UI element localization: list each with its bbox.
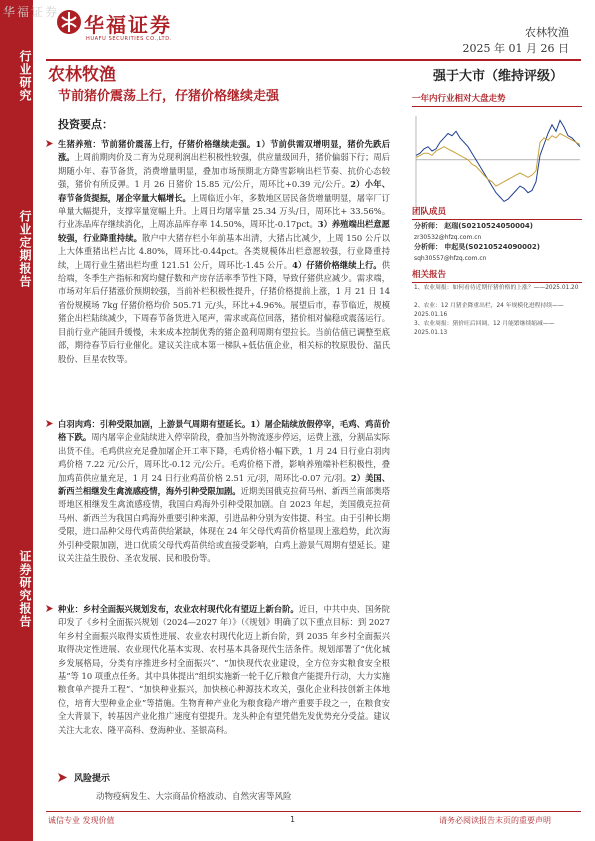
risk-text: 动物疫病发生、大宗商品价格波动、自然灾害等风险 xyxy=(96,792,292,802)
report-category: 农林牧渔 xyxy=(48,65,116,85)
analyst-2 xyxy=(414,242,582,264)
paragraph-pig-text: 上周前期肉价及二育为兑现利润出栏积极性较强，供应量级回升，猪价偏弱下行；周后期随小年、春节备货，消费增量明显，叠加市场预期北方降雪影响出栏节奏、抗价心态较强，猪价有所反弹。1 月 26 日猪价 15.85 元/公斤，周环比+0.39 元/公斤。 xyxy=(58,152,390,190)
team-section-title: 团队成员 xyxy=(412,205,582,220)
report-title: 节前猪价震荡上行，仔猪价格继续走强 xyxy=(58,89,280,104)
paragraph-seed xyxy=(58,603,390,737)
industry-rating: 强于大市（维持评级） xyxy=(432,69,563,84)
paragraph-pig-text-2: 上周临近小年，多数地区居民备货增量明显，屠宰厂订单量大幅提升，支撑宰量宽幅上升。上周日均屠宰量 25.34 万头/日，周环比+ 33.56%。行业冻品库存继续消化，上周冻品库存率 14.50%，周环比-0.17pct。 xyxy=(58,192,390,230)
watermark: 华福证券 xyxy=(3,5,60,19)
related-report-2[interactable]: 2、农业：12 月猪企降重出栏，24 年规模化进程持续——2025.01.16 xyxy=(414,303,564,318)
analyst-1-name: 赵瑞 xyxy=(444,222,459,230)
relative-performance-chart xyxy=(412,112,582,212)
paragraph-pig-lead-4: 4）仔猪价格继续上行。 xyxy=(292,259,382,270)
paragraph-seed-text: 近日，中共中央、国务院印发了《乡村全面振兴规划（2024—2027 年）》（《规划》明确了以下重点目标：到 2027 年乡村全面振兴取得实质性进展、农业农村现代化迈上新台阶，到 2035 年乡村全面振兴取得决定性进展、农业现代化基本实现、农村基本具备现代生活条件。规划部署了“优化城乡发展格局，分类有序推进乡村全面振兴”、“加快现代农业建设，全方位夯实粮食安全根基”等 10 项重点任务。其中具体提出“组织实施新一轮千亿斤粮食产能提升行动，大力实施粮食单产提升工程”、“加快种业振兴，加快核心种源技术攻关，强化企业科技创新主体地位，培育大型种业企业”等措施。生物育种产业化为粮食稳产增产重要手段之一，在粮食安全大背景下，转基因产业化推广速度有望提升。龙头种企有望凭借先发优势充分受益。建议关注大北农、隆平高科、登海种业、荃银高科。 xyxy=(58,604,390,735)
arrow-bullet-icon xyxy=(46,140,53,147)
header-date: 2025 年 01 月 26 日 xyxy=(462,42,569,55)
chart-series-line-1 xyxy=(416,120,580,201)
paragraph-pig-lead-3: 3）养殖端出栏意愿较强，行业降重持续。 xyxy=(58,219,390,243)
analyst-2-license: (S0210524090002) xyxy=(465,243,540,251)
analyst-1-email[interactable]: zr30532@hfzq.com.cn xyxy=(414,234,482,241)
paragraph-seed-lead: 种业：乡村全面振兴规划发布，农业农村现代化有望迈上新台阶。 xyxy=(58,604,299,614)
sidebar xyxy=(0,0,33,841)
paragraph-pig xyxy=(58,138,390,366)
paragraph-pig-lead: 生猪养殖：节前猪价震荡上行，仔猪价格继续走强。1）节前供需双增明显，猪价先跌后涨。 xyxy=(58,139,390,163)
company-name: 华福证券 xyxy=(84,13,172,37)
sidebar-label-top: 行业研究 xyxy=(18,50,32,102)
paragraph-pig-text-3: 散户中大猪存栏小年前基本出清，大猪占比减少，上周 150 公斤以上大体重猪出栏占比 4.80%，周环比-0.44pct。各类规模体出栏意愿较强，行业降重持续，上周行业生猪出栏均重 121.51 公斤，周环比-1.45 公斤。 xyxy=(58,232,390,270)
paragraph-chicken-text: 周内屠宰企业陆续进入停宰阶段，叠加当外物流逐步停运，运费上涨，分割品实际出货不佳。毛鸡供应充足叠加屠企开工率下降，毛鸡价格小幅下跌，1 月 24 日行业白羽肉鸡价格 7.22 元/公斤，周环比-0.12 元/公斤。毛鸡价格下滑，影响养殖端补栏积极性，叠加鸡苗供应量充足，1 月 24 日行业鸡苗价格 2.51 元/羽，周环比-0.07 元/羽。 xyxy=(58,432,390,483)
analyst-1 xyxy=(414,221,582,243)
key-points-label: 投资要点： xyxy=(58,118,113,131)
arrow-bullet-icon xyxy=(46,420,53,427)
related-report-3[interactable]: 3、农业周报：猪价旺后回调，12 月能繁继续缩减——2025.01.13 xyxy=(414,321,555,336)
related-report-1[interactable]: 1、农业周报：如何看待近期仔猪价格的上涨？——2025.01.20 xyxy=(414,285,579,291)
header-category: 农林牧渔 xyxy=(525,26,569,39)
paragraph-chicken-lead: 白羽肉鸡：引种受限加剧，上游景气周期有望延长。1）屠企陆续放假停宰，毛鸡、鸡苗价格下跌。 xyxy=(58,419,390,443)
footer-slogan: 诚信专业 发现价值 xyxy=(48,816,115,825)
arrow-bullet-icon xyxy=(46,605,53,612)
analyst-1-license: (S0210524050004) xyxy=(458,222,533,230)
analyst-2-role: 分析师： xyxy=(414,243,442,251)
risk-label: 风险提示 xyxy=(74,774,111,784)
footer-divider xyxy=(46,811,581,812)
page-number: 1 xyxy=(290,815,296,824)
analyst-2-email[interactable]: sqh30557@hfzq.com.cn xyxy=(414,255,487,262)
footer-disclaimer: 请务必阅读报告末页的重要声明 xyxy=(439,816,551,825)
paragraph-chicken-lead-2: 2）美国、新西兰相继发生禽流感疫情，海外引种受限加剧。 xyxy=(58,472,390,497)
header-divider xyxy=(46,59,581,61)
sidebar-label-middle: 行业定期报告 xyxy=(18,210,32,288)
paragraph-pig-lead-2: 2）小年、春节备货提振，屠企宰量大幅增长。 xyxy=(58,179,390,203)
related-section-title: 相关报告 xyxy=(412,268,582,283)
analyst-2-name: 申起昊 xyxy=(444,243,466,251)
company-name-en: HUAFU SECURITIES CO.,LTD. xyxy=(86,36,172,42)
company-logo-icon xyxy=(56,8,82,38)
arrow-bullet-icon xyxy=(58,773,67,782)
paragraph-chicken xyxy=(58,418,390,565)
paragraph-chicken-text-2: 近期美国俄克拉荷马州、新西兰南部奥塔哥地区相继发生禽流感疫情，我国白鸡海外引种受限加剧。自 2023 年起，美国俄克拉荷马州、新西兰为我国白鸡海外重要引种来源，引进品种分别为安伟捷、科宝。由于引种长期受限，进口品种父母代鸡苗供给紧缺，体现在 24 年父母代鸡苗价格显现上涨趋势，此次海外引种受限加剧，进口优质父母代鸡苗供给或直接受影响，白鸡上游景气周期有望延长。建议关注益生股份、圣农发展、民和股份等。 xyxy=(58,486,390,564)
paragraph-pig-text-4: 供给端，冬季生产指标和窝均健仔数和产房存活率季节性下降，导致仔猪供应减少。需求端，市场对年后仔猪涨价预期较强，当前补栏积极性提升，仔猪价格提前上涨，1 月 21 日 14 省份规模场 7kg 仔猪价格均价 505.71 元/头，环比+4.96%。展望后市，春节临近，规模猪企出栏陆续减少，下周春节备货进入尾声，需求或高位回落，猪价相对偏稳或震荡运行。目前行业产能回升缓慢，未来成本控制优秀的猪企盈利周期有望拉长。当前估值已调整至底部，期待春节后行业催化。建议关注成本第一梯队+低估值企业，相关标的牧原股份、温氏股份、巨星农牧等。 xyxy=(58,259,390,364)
chart-section-title: 一年内行业相对大盘走势 xyxy=(412,92,582,107)
analyst-1-role: 分析师： xyxy=(414,222,442,230)
sidebar-label-bottom: 证券研究报告 xyxy=(18,550,32,628)
